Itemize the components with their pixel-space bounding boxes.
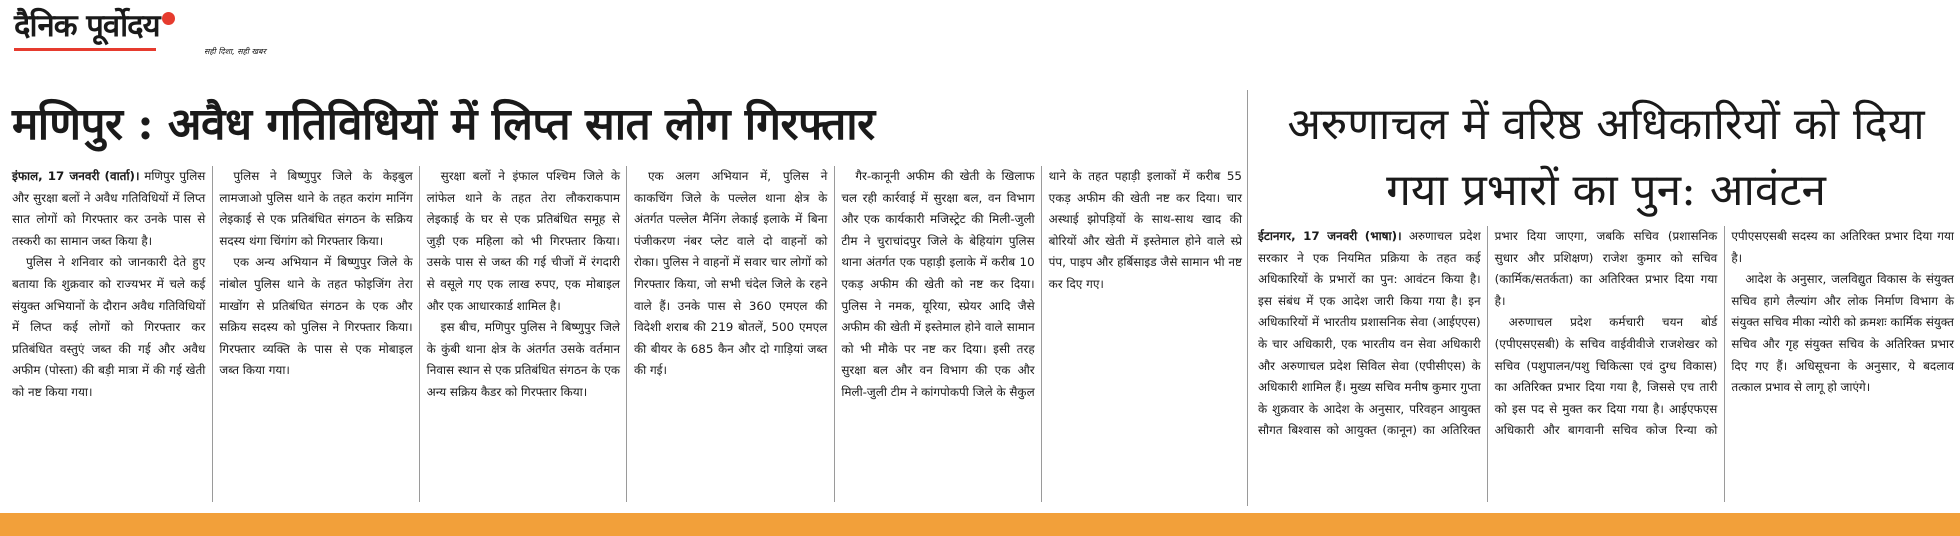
- paragraph: एक अन्य अभियान में बिष्णुपुर जिले के नांबोल पुलिस थाने के तहत फोइजिंग तेरा माखोंग से प्रतिबंधित संगठन के एक और सक्रिय सदस्य को पुलिस ने गिरफ्तार किया। गिरफ्तार व्यक्ति के पास से एक मोबाइल जब्त किया गया।: [219, 255, 413, 378]
- footer-bar: [0, 513, 1960, 536]
- dateline: ईटानगर, 17 जनवरी (भाषा)।: [1258, 229, 1402, 243]
- paragraph: गैर-कानूनी अफीम की खेती के खिलाफ चल रही कार्रवाई में सुरक्षा बल, वन विभाग और एक कार्यकारी मजिस्ट्रेट की मिली-जुली टीम ने चुराचांदपुर जिले के बेहियांग पुलिस थाना अंतर्गत एक पहाड़ी इलाके में करीब 10 एकड़ अफीम की खेती को नष्ट कर दिया। पुलिस ने नमक, यूरिया, स्प्रेयर आदि जैसे अफीम की खेती में इस्तेमाल होने वाले सामान को भी मौके पर नष्ट कर दिया। इसी तरह सुरक्षा बल और वन विभाग की एक और मिली-जुली टीम ने कांगपोकपी जिले के सैकुल थाने के तहत पहाड़ी इलाकों में करीब 55 एकड़ अफीम की खेती नष्ट कर दिया। चार अस्थाई झोपड़ियों के साथ-साथ खाद की बोरियों और खेती में इस्तेमाल होने वाले स्प्रे पंप, पाइप और हर्बिसाइड जैसे सामान भी नष्ट कर दिए गए।: [841, 169, 1242, 399]
- masthead-rule: [14, 48, 156, 51]
- paragraph: आदेश के अनुसार, जलविद्युत विकास के संयुक्त सचिव हागे लैल्यांग और लोक निर्माण विभाग के संयुक्त सचिव मीका न्योरी को क्रमशः कार्मिक संयुक्त सचिव और गृह संयुक्त सचिव के अतिरिक्त प्रभार दिए गए हैं। अधिसूचना के अनुसार, ये बदलाव तत्काल प्रभाव से लागू हो जाएंगे।: [1731, 272, 1954, 395]
- paragraph: पुलिस ने शनिवार को जानकारी देते हुए बताया कि शुक्रवार को राज्यभर में चले कई संयुक्त अभियानों के दौरान अवैध गतिविधियों में लिप्त कई लोगों को गिरफ्तार कर प्रतिबंधित वस्तुएं जब्त की गई और अवैध अफीम (पोस्ता) की बड़ी मात्रा में की गई खेती को नष्ट किया गया।: [12, 255, 206, 399]
- paragraph: अरुणाचल प्रदेश सरकार ने एक नियमित प्रक्रिया के तहत कई अधिकारियों के प्रभारों का पुन: आवंटन किया है। इस संबंध में एक आदेश जारी किया गया है। इन अधिकारियों में भारतीय प्रशासनिक सेवा (आईएएस) के चार अधिकारी, एक भारतीय वन सेवा अधिकारी और अरुणाचल प्रदेश सिविल सेवा (एपीसीएस) के अधिकारी शामिल हैं। मुख्य सचिव मनीष कुमार गुप्ता के शुक्रवार के आदेश के अनुसार, परिवहन आयुक्त सौगत बिश्वास को आयुक्त (कानून) का अतिरिक्त प्रभार दिया जाएगा, जबकि सचिव (प्रशासनिक सुधार और प्रशिक्षण) राजेश कुमार को सचिव (कार्मिक/सतर्कता) का अतिरिक्त प्रभार दिया गया है।: [1258, 229, 1718, 438]
- paragraph: इस बीच, मणिपुर पुलिस ने बिष्णुपुर जिले के कुंबी थाना क्षेत्र के अंतर्गत उसके वर्तमान निवास स्थान से एक प्रतिबंधित संगठन के एक अन्य सक्रिय कैडर को गिरफ्तार किया।: [426, 320, 620, 399]
- paragraph: पुलिस ने बिष्णुपुर जिले के केइबुल लामजाओ पुलिस थाने के तहत करांग मानिंग लेइकाई से एक प्रतिबंधित संगठन के सक्रिय सदस्य थंगा चिंगांग को गिरफ्तार किया।: [219, 169, 413, 248]
- masthead-tagline: सही दिशा, सही खबर: [204, 47, 266, 56]
- paragraph: अरुणाचल प्रदेश कर्मचारी चयन बोर्ड (एपीएसएसबी) के सचिव वाईवीवीजे राजशेखर को सचिव (पशुपालन/पशु चिकित्सा एवं दुग्ध विकास) का अतिरिक्त प्रभार दिया गया है, जिससे एच तारी को इस पद से मुक्त कर दिया गया है। आईएफएस अधिकारी और बागवानी सचिव कोज रिन्या को एपीएसएसबी सदस्य का अतिरिक्त प्रभार दिया गया है।: [1494, 229, 1954, 438]
- paragraph: एक अलग अभियान में, पुलिस ने काकचिंग जिले के पल्लेल थाना क्षेत्र के अंतर्गत पल्लेल मैनिंग लेकाई इलाके में बिना पंजीकरण नंबर प्लेट वाले दो वाहनों को रोका। पुलिस ने वाहनों में सवार चार लोगों को गिरफ्तार किया, जो सभी चंदेल जिले के रहने वाले हैं। उनके पास से 360 एमएल की विदेशी शराब की 219 बोतलें, 500 एमएल की बीयर के 685 कैन और दो गाड़ियां जब्त की गई।: [633, 169, 828, 378]
- story-manipur: [6, 92, 1242, 506]
- headline-manipur: मणिपुर : अवैध गतिविधियों में लिप्त सात लोग गिरफ्तार: [12, 99, 875, 150]
- story-arunachal: [1258, 92, 1954, 506]
- paragraph: सुरक्षा बलों ने इंफाल पश्चिम जिले के लांफेल थाने के तहत तेरा लौकराकपाम लेइकाई के घर से एक प्रतिबंधित समूह से जुड़ी एक महिला को भी गिरफ्तार किया। उसके पास से जब्त की गई चीजों में रंगदारी से वसूले गए एक लाख रुपए, एक मोबाइल और एक आधारकार्ड शामिल है।: [426, 169, 620, 313]
- masthead: [14, 4, 284, 66]
- masthead-title: दैनिक पूर्वोदय: [14, 8, 160, 44]
- article-body-arunachal: [1258, 226, 1954, 502]
- column-divider: [1247, 90, 1248, 506]
- paragraph: मणिपुर पुलिस और सुरक्षा बलों ने अवैध गतिविधियों में लिप्त सात लोगों को गिरफ्तार कर उनके पास से तस्करी का सामान जब्त किया है।: [12, 169, 206, 248]
- masthead-dot-icon: [162, 12, 175, 25]
- article-body-manipur: [12, 166, 1242, 502]
- headline-arunachal: अरुणाचल में वरिष्ठ अधिकारियों को दिया गया प्रभारों का पुन: आवंटन: [1287, 99, 1925, 216]
- dateline: इंफाल, 17 जनवरी (वार्ता)।: [12, 169, 140, 183]
